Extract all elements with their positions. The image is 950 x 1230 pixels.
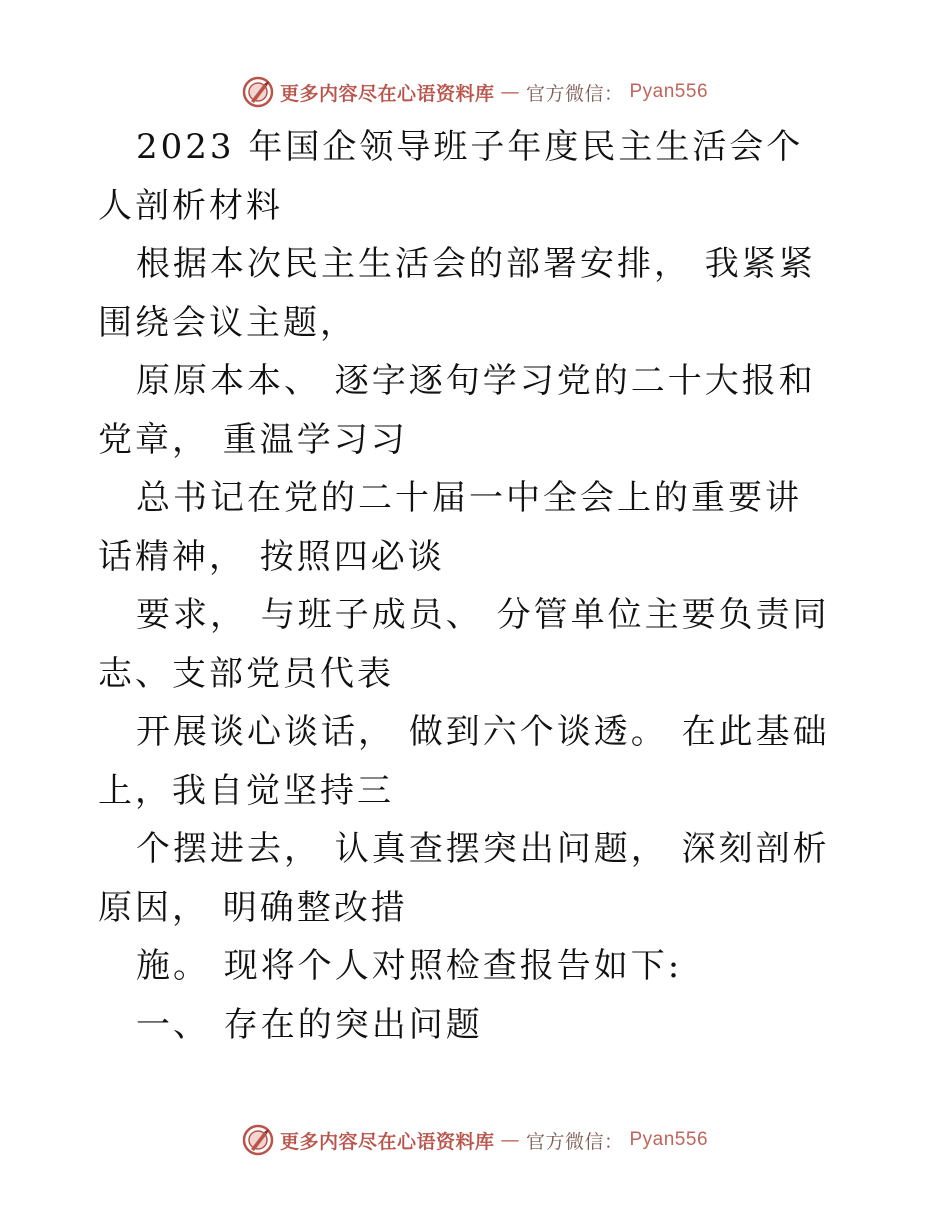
paragraph: 原原本本、 逐字逐句学习党的二十大报和党章， 重温学习习 <box>98 361 816 460</box>
paragraph: 开展谈心谈话， 做到六个谈透。 在此基础上，我自觉坚持三 <box>98 712 830 811</box>
watermark-wechat-id: Pyan556 <box>629 81 709 102</box>
document-title: 2023 年国企领导班子年度民主生活会个人剖析材料 <box>98 127 804 226</box>
watermark-dash: — <box>500 81 520 103</box>
document-body <box>98 118 838 1054</box>
paragraph: 个摆进去， 认真查摆突出问题， 深刻剖析原因， 明确整改措 <box>98 829 830 928</box>
footer-watermark <box>0 1120 950 1160</box>
section-heading: 一、 存在的突出问题 <box>136 1004 483 1045</box>
paragraph: 根据本次民主生活会的部署安排， 我紧紧围绕会议主题， <box>98 244 816 343</box>
watermark-site-text: 更多内容尽在心语资料库 <box>279 82 495 105</box>
paragraph: 施。 现将个人对照检查报告如下: <box>136 946 683 986</box>
quill-seal-icon <box>242 76 274 108</box>
watermark-site-text: 更多内容尽在心语资料库 <box>279 1130 495 1153</box>
watermark-official-label: 官方微信： <box>525 1130 624 1153</box>
watermark-official-label: 官方微信： <box>525 82 624 105</box>
watermark-wechat-id: Pyan556 <box>629 1129 709 1150</box>
paragraph: 总书记在党的二十届一中全会上的重要讲话精神， 按照四必谈 <box>98 478 802 577</box>
watermark-dash: — <box>500 1129 520 1151</box>
quill-seal-icon <box>242 1124 274 1156</box>
paragraph: 要求， 与班子成员、 分管单位主要负责同志、支部党员代表 <box>98 595 830 694</box>
header-watermark <box>0 72 950 112</box>
